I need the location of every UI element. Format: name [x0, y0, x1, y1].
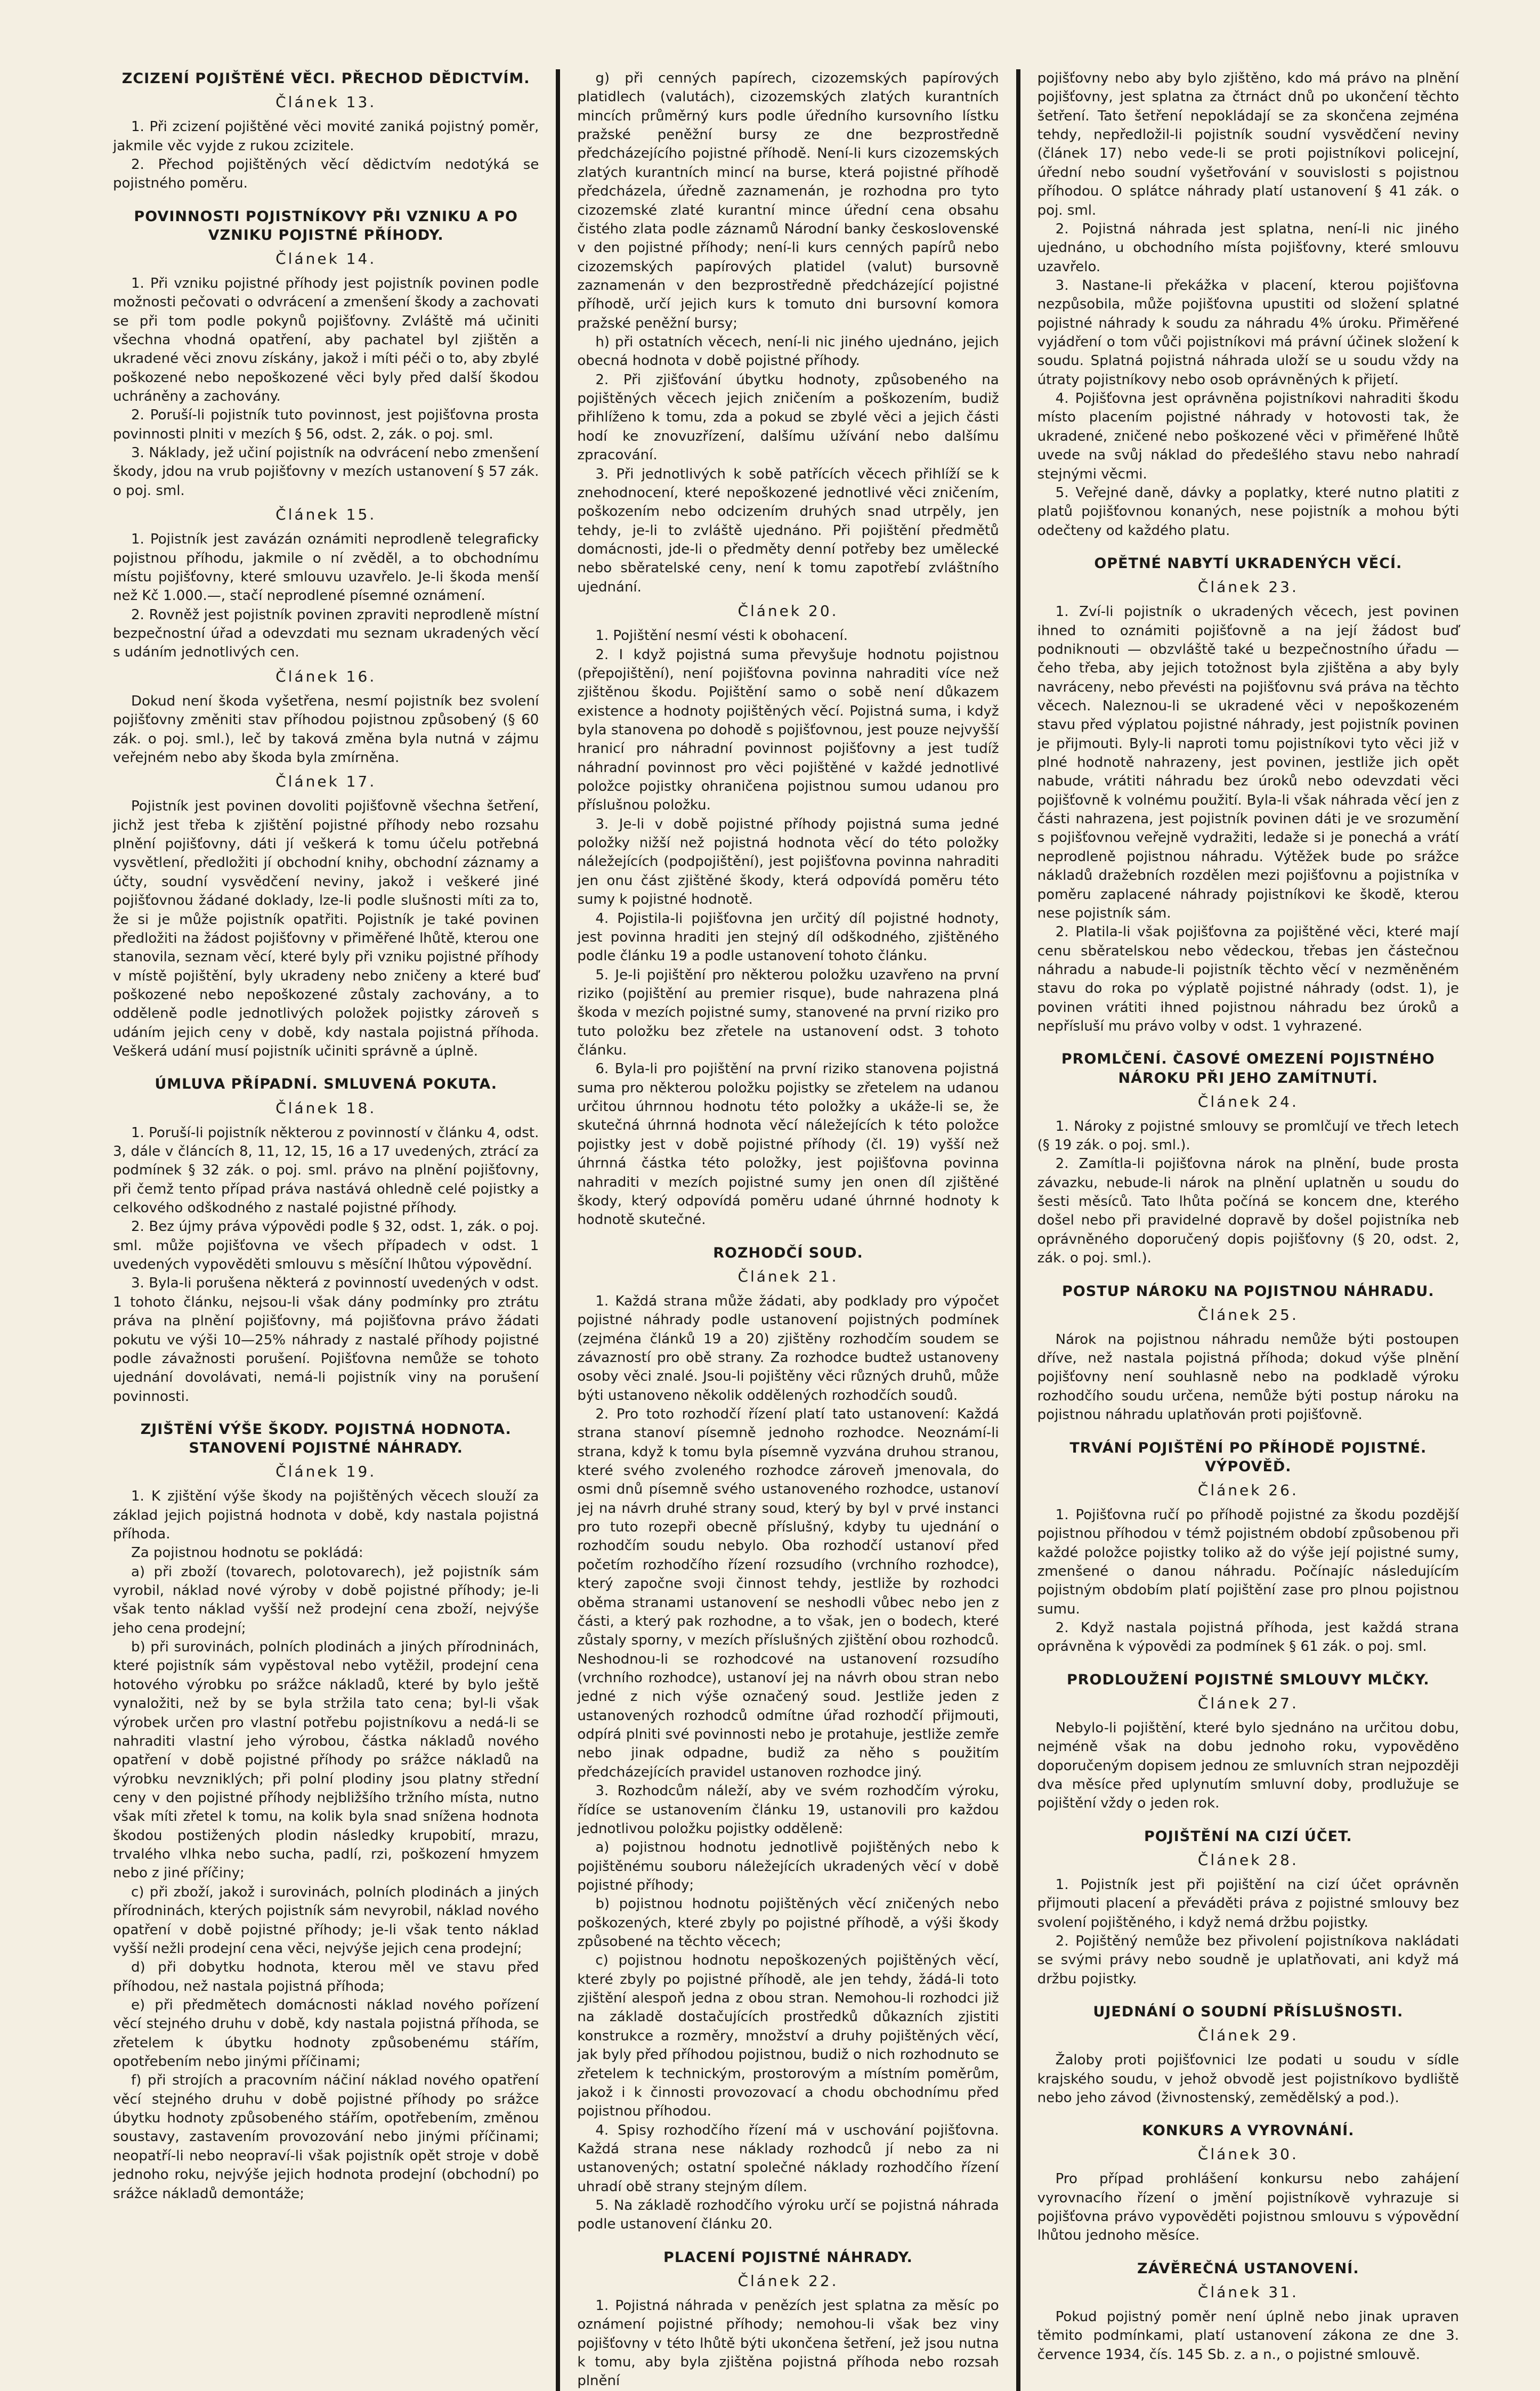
paragraph: 5. Veřejné daně, dávky a poplatky, které nutno platiti z platů pojišťovnou konaných, nese pojistník a mohou býti odečteny od každého platu. [1037, 484, 1459, 539]
section-heading: UJEDNÁNÍ O SOUDNÍ PŘÍSLUŠNOSTI. [1093, 2003, 1404, 2020]
paragraph: 2. Rovněž jest pojistník povinen zpraviti neprodleně místní bezpečnostní úřad a odevzdati mu seznam ukradených věcí s udáním jednotlivých cen. [113, 606, 539, 661]
paragraph: 3. Rozhodcům náleží, aby ve svém rozhodčím výroku, řídíce se ustanovením článku 19, ustanovili pro každou jednotlivou položku pojistky odděleně: [577, 1783, 999, 1837]
paragraph: 1. Pojištění nesmí vésti k obohacení. [595, 628, 848, 644]
article-heading: Článek 23. [1197, 578, 1299, 596]
article-heading: Článek 29. [1197, 2027, 1299, 2045]
paragraph: 2. Když nastala pojistná příhoda, jest každá strana oprávněna k výpovědi za podmínek § 61 zák. o poj. sml. [1037, 1619, 1459, 1655]
paragraph: 2. Pro toto rozhodčí řízení platí tato ustanovení: Každá strana stanoví písemně jednoho rozhodce. Neoznámí-li strana, když k tomu byla písemně vyzvána druhou stranou, které svého zvoleného rozhodce zároveň jmenovala, do osmi dnů písemně svého ustanoveného rozhodce, ustanoví jej na návrh druhé strany soud, který by byl v prvé instanci pro tuto rozepři obecně příslušný, kdyby tu ujednání o rozhodčím soudu nebylo. Oba rozhodčí ustanoví před početím rozhodčího řízení rozsudího (vrchního rozhodce), který započne svoji činnost tehdy, jestliže by rozhodci oběma stranami ustanovení se neshodli vůbec nebo jen z části, a který pak rozhodne, a to však, jen o bodech, které zůstaly sporny, v mezích příslušných zjištění obou rozhodců. Neshodnou-li se rozhodcové na ustanovení rozsudího (vrchního rozhodce), ustanoví jej na návrh obou stran nebo jedné z nich výše označený soud. Jestliže jeden z ustanovených rozhodců odmítne úřad rozhodčí přijmouti, odpírá plniti své povinnosti nebo je protahuje, jestliže zemře nebo jinak odpadne, budiž za něho s použitím předcházejících pravidel ustanoven rozhodce jiný. [577, 1406, 999, 1780]
article-heading: Článek 30. [1197, 2145, 1299, 2163]
paragraph: pojišťovny nebo aby bylo zjištěno, kdo má právo na plnění pojišťovny, jest splatna za čtrnáct dnů po ukončení těchto šetření. Tato šetření nepokládají se za skončena zejména tehdy, nepředložil-li pojistník soudní vysvědčení neviny (článek 17) nebo vede-li se proti pojistníkovi policejní, úřední nebo soudní vyšetřování v souvislosti s pojistnou příhodou. O splátce náhrady platí ustanovení § 41 zák. o poj. sml. [1037, 70, 1459, 218]
paragraph: 2. Poruší-li pojistník tuto povinnost, jest pojišťovna prosta povinnosti plniti v mezích § 56, odst. 2, zák. o poj. sml. [113, 407, 539, 442]
paragraph: 2. Pojištěný nemůže bez přivolení pojistníkova nakládati se svými právy nebo soudně je uplatňovati, ani když má držbu pojistky. [1037, 1933, 1459, 1987]
section-heading: TRVÁNÍ POJIŠTĚNÍ PO PŘÍHODĚ POJISTNÉ. VÝPOVĚĎ. [1069, 1439, 1427, 1475]
paragraph: 2. Pojistná náhrada jest splatna, není-li nic jiného ujednáno, u obchodního místa pojišťovny, které smlouvu uzavřelo. [1037, 221, 1459, 275]
paragraph: 4. Pojišťovna jest oprávněna pojistníkovi nahraditi škodu místo placením pojistné náhrady v hotovosti tak, že ukradené, zničené nebo poškozené věci v přiměřené lhůtě uvede na svůj náklad do předešlého stavu nebo nahradí stejnými věcmi. [1037, 391, 1459, 482]
paragraph: Pojistník jest povinen dovoliti pojišťovně všechna šetření, jichž jest třeba k zjištění pojistné příhody nebo rozsahu plnění pojišťovny, dáti jí veškerá k tomu účelu potřebná vysvětlení, předložiti jí obchodní knihy, obchodní záznamy a účty, soudní vysvědčení neviny, jakož i veškeré jiné pojišťovnou žádané doklady, lze-li podle slušnosti míti za to, že si je může pojistník opatřiti. Pojistník je také povinen předložiti na žádost pojišťovny v přiměřené lhůtě, kterou one stanovila, seznam věcí, které byly při vzniku pojistné příhody v místě pojištění, byly ukradeny nebo zničeny a které buď poškozené nebo nepoškozené zůstaly zachovány, a to odděleně podle jednotlivých položek pojistky zároveň s udáním jejich ceny v době, kdy nastala pojistná příhoda. Veškerá udání musí pojistník učiniti správně a úplně. [113, 798, 539, 1060]
article-heading: Článek 24. [1197, 1092, 1299, 1111]
text-columns [96, 69, 1476, 2389]
paragraph: 1. Pojistník jest zavázán oznámiti neprodleně telegraficky pojistnou příhodu, jakmile o ní zvěděl, a to obchodnímu místu pojišťovny, které smlouvu uzavřelo. Je-li škoda menší než Kč 1.000.—, stačí neprodlené písemné oznámení. [113, 531, 539, 604]
paragraph: e) při předmětech domácnosti náklad nového pořízení věcí stejného druhu v době, kdy nastala pojistná příhoda, se zřetelem k úbytku hodnoty způsobenému stářím, opotřebením nebo jinými příčinami; [113, 1997, 539, 2070]
paragraph: 2. I když pojistná suma převyšuje hodnotu pojistnou (přepojištění), není pojišťovna povinna nahraditi více než zjištěnou škodu. Pojištění samo o sobě není důkazem existence a hodnoty pojištěných věcí. Pojistná suma, i když byla stanovena po dohodě s pojišťovnou, jest pouze nejvyšší hranicí pro náhradní povinnost pojišťovny a jest tudíž náhradní povinnost pro věci pojištěné v každé jednotlivé položce pojistky ohraničena pojistnou sumou udanou pro příslušnou položku. [577, 646, 999, 814]
article-heading: Článek 16. [275, 667, 377, 685]
paragraph: f) při strojích a pracovním náčiní náklad nového opatření věcí stejného druhu v době pojistné příhody po srážce úbytku hodnoty způsobeného stářím, opotřebením, změnou soustavy, zastavením provozování nebo jinými příčinami; neopatří-li nebo neopraví-li však pojistník opět stroje v době jednoho roku, nejvýše jejich hodnota prodejní (obchodní) po srážce nákladů demontáže; [113, 2072, 539, 2202]
article-heading: Článek 20. [737, 602, 839, 620]
paragraph: Dokud není škoda vyšetřena, nesmí pojistník bez svolení pojišťovny změniti stav příhodou pojistnou způsobený (§ 60 zák. o poj. sml.), leč by taková změna byla nutná v zájmu veřejném nebo aby škoda byla zmírněna. [113, 693, 539, 766]
paragraph: a) při zboží (tovarech, polotovarech), jež pojistník sám vyrobil, náklad nové výroby v době pojistné příhody; je-li však tento náklad vyšší než prodejní cena zboží, nejvýše jeho cena prodejní; [113, 1563, 539, 1636]
section-heading: ZCIZENÍ POJIŠTĚNÉ VĚCI. PŘECHOD DĚDICTVÍM. [121, 70, 530, 87]
article-heading: Článek 18. [275, 1099, 377, 1117]
paragraph: 2. Při zjišťování úbytku hodnoty, způsobeného na pojištěných věcech jejich zničením a poškozením, budiž přihlíženo k tomu, zda a pokud se zbylé věci a jejich části hodí ke znovuzřízení, dalšímu užívání nebo dalšímu zpracování. [577, 371, 999, 464]
paragraph: 1. Pojistná náhrada v penězích jest splatna za měsíc po oznámení pojistné příhody; nemohou-li však bez viny pojišťovny v této lhůtě býti ukončena šetření, jež jsou nutna k tomu, aby byla zjištěna pojistná příhoda nebo rozsah plnění [577, 2297, 999, 2389]
paragraph: c) při zboží, jakož i surovinách, polních plodinách a jiných přírodninách, kterých pojistník sám nevyrobil, náklad nového opatření v době pojistné příhody; je-li však tento náklad vyšší nežli prodejní cena věci, nejvýše jejich cena prodejní; [113, 1884, 539, 1957]
section-heading: ROZHODČÍ SOUD. [713, 1244, 863, 1261]
paragraph: 5. Na základě rozhodčího výroku určí se pojistná náhrada podle ustanovení článku 20. [577, 2198, 999, 2233]
paragraph: Žaloby proti pojišťovnici lze podati u soudu v sídle krajského soudu, v jehož obvodě jest pojistníkovo bydliště nebo jeho závod (živnostenský, zemědělský a pod.). [1037, 2052, 1459, 2106]
article-heading: Článek 22. [737, 2272, 839, 2290]
paragraph: 1. Zví-li pojistník o ukradených věcech, jest povinen ihned to oznámiti pojišťovně a na její žádost buď podniknouti — obzvláště také u bezpečnostního úřadu — čeho třeba, aby jejich totožnost byla zjištěna a aby byly navráceny, nebo převésti na pojišťovnu svá práva na těchto věcech. Naleznou-li se ukradené věci v nepoškozeném stavu před výplatou pojistné náhrady, jest pojistník povinen je přijmouti. Byly-li naproti tomu pojistníkovi tyto věci již v plné hodnotě nahrazeny, jest povinen, jestliže jich opět nabude, vrátiti náhradu bez úroků nebo odevzdati věci pojišťovně k volnému použití. Byla-li však náhrada věcí jen z části nahrazena, jest pojistník povinen dáti je ve srozumění s pojišťovnou veřejně vydražiti, ledaže si je ponechá a vrátí neprodleně pojistnou náhradu. Výtěžek bude po srážce nákladů dražebních rozdělen mezi pojišťovnu a pojistníka v poměru zaplacené náhrady pojistníkovi ke škodě, kterou nese pojistník sám. [1037, 604, 1459, 921]
column-right [1016, 69, 1476, 2391]
section-heading: POSTUP NÁROKU NA POJISTNOU NÁHRADU. [1062, 1283, 1434, 1300]
section-heading: PLACENÍ POJISTNÉ NÁHRADY. [663, 2249, 913, 2266]
section-heading: OPĚTNÉ NABYTÍ UKRADENÝCH VĚCÍ. [1094, 555, 1403, 572]
paragraph: 2. Zamítla-li pojišťovna nárok na plnění, bude prosta závazku, nebude-li nárok na plnění uplatněn u soudu do šesti měsíců. Tato lhůta počíná se koncem dne, kterého došel nebo při pravidelné dopravě by došel pojistníka neb oprávněného doporučený dopis pojišťovny (§ 20, odst. 2, zák. o poj. sml.). [1037, 1156, 1459, 1267]
paragraph: 3. Při jednotlivých k sobě patřících věcech přihlíží se k znehodnocení, které nepoškozené jednotlivé věci zničením, poškozením nebo odcizením druhých snad utrpěly, jen tehdy, je-li to zvláště ujednáno. Při pojištění předmětů domácnosti, jde-li o předměty denní potřeby bez umělecké nebo sběratelské ceny, není k tomu zapotřebí zvláštního ujednání. [577, 466, 999, 595]
paragraph: 1. Při vzniku pojistné příhody jest pojistník povinen podle možnosti pečovati o odvrácení a zmenšení škody a zachovati se při tom podle pokynů pojišťovny. Zvláště má učiniti všechna vhodná opatření, aby pachatel byl zjištěn a ukradené věci znovu získány, jakož i míti péči o to, aby zbylé poškozené nebo nepoškozené věci byly před další škodou uchráněny a zachovány. [113, 275, 539, 405]
section-heading: ZJIŠTĚNÍ VÝŠE ŠKODY. POJISTNÁ HODNOTA. STANOVENÍ POJISTNÉ NÁHRADY. [140, 1421, 512, 1457]
section-heading: KONKURS A VYROVNÁNÍ. [1142, 2122, 1355, 2139]
paragraph: 2. Přechod pojištěných věcí dědictvím nedotýká se pojistného poměru. [113, 156, 539, 192]
section-heading: PROMLČENÍ. ČASOVÉ OMEZENÍ POJISTNÉHO NÁROKU PŘI JEHO ZAMÍTNUTÍ. [1061, 1051, 1435, 1087]
section-heading: ÚMLUVA PŘÍPADNÍ. SMLUVENÁ POKUTA. [155, 1076, 497, 1093]
paragraph: h) při ostatních věcech, není-li nic jiného ujednáno, jejich obecná hodnota v době pojistné příhody. [577, 334, 999, 369]
paragraph: d) při dobytku hodnota, kterou měl ve stavu před příhodou, než nastala pojistná příhoda; [113, 1959, 539, 1995]
article-heading: Článek 27. [1197, 1694, 1299, 1712]
paragraph: 1. Pojistník jest při pojištění na cizí účet oprávněn přijmouti placení a převáděti práva z pojistné smlouvy bez svolení pojištěného, i když nemá držbu pojistky. [1037, 1876, 1459, 1931]
paragraph: 1. Při zcizení pojištěné věci movité zaniká pojistný poměr, jakmile věc vyjde z rukou zcizitele. [113, 119, 539, 154]
paragraph: 3. Nastane-li překážka v placení, kterou pojišťovna nezpůsobila, může pojišťovna upustiti od složení splatné pojistné náhrady k soudu za náhradu 4% úroku. Přiměřené vyjádření o tom vůči pojistníkovi má právní účinek složení k soudu. Splatná pojistná náhrada uloží se u soudu vždy na útraty pojistníkovy nebo osob oprávněných k přijetí. [1037, 277, 1459, 388]
paragraph: Nárok na pojistnou náhradu nemůže býti postoupen dříve, než nastala pojistná příhoda; dokud výše plnění pojišťovny není souhlasně nebo na podkladě výroku rozhodčího soudu určena, nemůže býti postup nároku na pojistnou náhradu uplatňován proti pojišťovně. [1037, 1331, 1459, 1423]
column-left [96, 69, 556, 2391]
paragraph: 1. K zjištění výše škody na pojištěných věcech slouží za základ jejich pojistná hodnota v době, kdy nastala pojistná příhoda. [113, 1488, 539, 1542]
paragraph: a) pojistnou hodnotu jednotlivě pojištěných nebo k pojištěnému souboru náležejících ukradených věcí v době pojistné příhody; [577, 1839, 999, 1893]
article-heading: Článek 17. [275, 773, 377, 791]
article-heading: Článek 26. [1197, 1481, 1299, 1499]
paragraph: b) při surovinách, polních plodinách a jiných přírodninách, které pojistník sám vypěstoval nebo vytěžil, prodejní cena hotového výrobku po srážce nákladů, které by bylo ještě vynaložiti, než by se byla stržila tato cena; byl-li však výrobek určen pro vlastní potřebu pojistníkovu a nedá-li se nahraditi vlastní jeho výrobou, částka nákladů nového opatření v době pojistné příhody po srážce nákladů na výrobku nevzniklých; při polní plodiny jsou platny střední ceny v den pojistné příhody nejbližšího tržního místa, nutno však míti zřetel k tomu, na kolik byla snad snížena hodnota škodou postižených plodin následky krupobití, mrazu, trvalého vlhka nebo sucha, padlí, rzi, poškození hmyzem nebo z jiné příčiny; [113, 1639, 539, 1882]
paragraph: 3. Náklady, jež učiní pojistník na odvrácení nebo zmenšení škody, jdou na vrub pojišťovny v mezích ustanovení § 57 zák. o poj. sml. [113, 445, 539, 499]
paragraph: 4. Pojistila-li pojišťovna jen určitý díl pojistné hodnoty, jest povinna hraditi jen stejný díl odškodného, zjištěného podle článku 19 a podle ustanovení tohoto článku. [577, 910, 999, 964]
article-heading: Článek 13. [275, 93, 377, 111]
paragraph: Pokud pojistný poměr není úplně nebo jinak upraven těmito podmínkami, platí ustanovení zákona ze dne 3. července 1934, čís. 145 Sb. z. a n., o pojistné smlouvě. [1037, 2309, 1459, 2363]
paragraph: 3. Byla-li porušena některá z povinností uvedených v odst. 1 tohoto článku, nejsou-li však dány podmínky pro ztrátu práva na plnění pojišťovny, má pojišťovna právo žádati pokutu ve výši 10—25% náhrady z nastalé příhody pojistné podle závažnosti porušení. Pojišťovna nemůže se tohoto ujednání dovolávati, nemá-li pojistník viny na porušení povinnosti. [113, 1275, 539, 1405]
article-heading: Článek 21. [737, 1267, 839, 1285]
paragraph: Nebylo-li pojištění, které bylo sjednáno na určitou dobu, nejméně však na dobu jednoho roku, vypověděno doporučeným dopisem jednou ze smluvních stran nejpozději dva měsíce před uplynutím smluvní doby, prodlužuje se pojištění vždy o jeden rok. [1037, 1720, 1459, 1812]
paragraph: 4. Spisy rozhodčího řízení má v uschování pojišťovna. Každá strana nese náklady rozhodců jí nebo za ni ustanovených; ostatní společné náklady rozhodčího řízení uhradí obě strany stejným dílem. [577, 2122, 999, 2195]
paragraph: 6. Byla-li pro pojištění na první riziko stanovena pojistná suma pro některou položku pojistky se zřetelem na udanou určitou úhrnnou hodnotu této položky a ukáže-li se, že skutečná úhrnná hodnota věcí náležejících k této položce pojistky jest v době pojistné příhody (čl. 19) vyšší než úhrnná částka této položky, jest pojišťovna povinna nahraditi v mezích pojistné sumy jen onen díl zjištěné škody, který odpovídá poměru udané úhrnné hodnoty k hodnotě skutečné. [577, 1061, 999, 1228]
paragraph: c) pojistnou hodnotu nepoškozených pojištěných věcí, které zbyly po pojistné příhodě, ale jen tehdy, žádá-li toto zjištění alespoň jedna z obou stran. Nemohou-li rozhodci již na základě dostačujících prostředků důkazních zjistiti konstrukce a rozměry, množství a druhy pojištěných věcí, jak byly před příhodou pojistnou, budiž o nich rozhodnuto se zřetelem k technickým, prostorovým a místním poměrům, jakož i k činnosti provozovací a chodu obchodnímu před pojistnou příhodou. [577, 1952, 999, 2120]
article-heading: Článek 19. [275, 1463, 377, 1481]
section-heading: PRODLOUŽENÍ POJISTNÉ SMLOUVY MLČKY. [1066, 1671, 1430, 1688]
paragraph: 1. Každá strana může žádati, aby podklady pro výpočet pojistné náhrady podle ustanovení pojistných podmínek (zejména článků 19 a 20) zjištěny rozhodčím soudem se závazností pro obě strany. Za rozhodce budtež ustanoveny osoby věci znalé. Jsou-li pojištěny věci různých druhů, může býti ustanoveno několik oddělených rozhodčích soudů. [577, 1293, 999, 1404]
paragraph: Pro případ prohlášení konkursu nebo zahájení vyrovnacího řízení o jmění pojistníkově vyhrazuje si pojišťovna právo vypověděti pojistnou smlouvu s výpovědní lhůtou jednoho měsíce. [1037, 2171, 1459, 2244]
article-heading: Článek 31. [1197, 2283, 1299, 2301]
paragraph: 1. Poruší-li pojistník některou z povinností v článku 4, odst. 3, dále v článcích 8, 11, 12, 15, 16 a 17 uvedených, ztrácí za podmínek § 32 zák. o poj. sml. právo na plnění pojišťovny, při čemž tento případ práva nastává ohledně celé pojistky a celkového odškodného z nastalé pojistné příhody. [113, 1124, 539, 1217]
paragraph: 5. Je-li pojištění pro některou položku uzavřeno na první riziko (pojištění au premier risque), bude nahrazena plná škoda v mezích pojistné sumy, stanovené na první riziko pro tuto položku bez zřetele na ustanovení odst. 3 tohoto článku. [577, 967, 999, 1059]
article-heading: Článek 28. [1197, 1851, 1299, 1869]
article-heading: Článek 25. [1197, 1306, 1299, 1324]
paragraph: g) při cenných papírech, cizozemských papírových platidlech (valutách), cizozemských zlatých kurantních mincích průměrný kurs podle úředního kursovního lístku pražské peněžní bursy ze dne bezprostředně předcházejícího pojistné příhodě. Není-li kurs cizozemských zlatých kurantních mincí na burse, která pojistné příhodě předcházela, úředně zaznamenán, je rozhodna pro tyto cizozemské zlaté kurantní mince úřední cena obsahu čistého zlata podle záznamů Národní banky československé v den pojistné příhody; není-li kurs cenných papírů nebo cizozemských papírových platidel (valut) bursovně zaznamenán v den bezprostředně předcházející pojistné příhodě, určí jejich kurs k tomuto dni bursovní komora pražské peněžní bursy; [577, 70, 999, 331]
paragraph: 2. Platila-li však pojišťovna za pojištěné věci, které mají cenu sběratelskou nebo vědeckou, třebas jen částečnou náhradu a nabude-li pojistník těchto věcí v nezměněném stavu do roka po výplatě pojistné náhrady (odst. 1), je povinen vrátiti ihned pojistnou náhradu bez úroků a nepřísluší mu právo volby v odst. 1 vyhrazené. [1037, 924, 1459, 1035]
paragraph: 2. Bez újmy práva výpovědi podle § 32, odst. 1, zák. o poj. sml. může pojišťovna ve všech případech v odst. 1 uvedených vypověděti smlouvu s měsíční lhůtou výpovědní. [113, 1219, 539, 1273]
section-heading: POVINNOSTI POJISTNÍKOVY PŘI VZNIKU A PO VZNIKU POJISTNÉ PŘÍHODY. [134, 208, 518, 244]
paragraph: Za pojistnou hodnotu se pokládá: [131, 1545, 363, 1561]
paragraph: 3. Je-li v době pojistné příhody pojistná suma jedné položky nižší než pojistná hodnota věcí do této položky náležejících (podpojištění), jest pojišťovna povinna nahraditi jen onu část zjištěné škody, která odpovídá poměru této sumy k pojistné hodnotě. [577, 816, 999, 908]
paragraph: 1. Pojišťovna ručí po příhodě pojistné za škodu pozdější pojistnou příhodou v témž pojistném období způsobenou při každé položce pojistky toliko až do výše její pojistné sumy, zmenšené o danou náhradu. Počínajíc následujícím pojistným obdobím platí pojištění zase pro plnou pojistnou sumu. [1037, 1506, 1459, 1617]
section-heading: ZÁVĚREČNÁ USTANOVENÍ. [1137, 2260, 1359, 2277]
paragraph: b) pojistnou hodnotu pojištěných věcí zničených nebo poškozených, které zbyly po pojistné příhodě, a výši škody způsobené na těchto věcech; [577, 1896, 999, 1950]
article-heading: Článek 15. [275, 506, 377, 524]
column-middle [556, 69, 1016, 2391]
paragraph: 1. Nároky z pojistné smlouvy se promlčují ve třech letech (§ 19 zák. o poj. sml.). [1037, 1118, 1459, 1154]
article-heading: Článek 14. [275, 249, 377, 268]
section-heading: POJIŠTĚNÍ NA CIZÍ ÚČET. [1144, 1828, 1352, 1845]
